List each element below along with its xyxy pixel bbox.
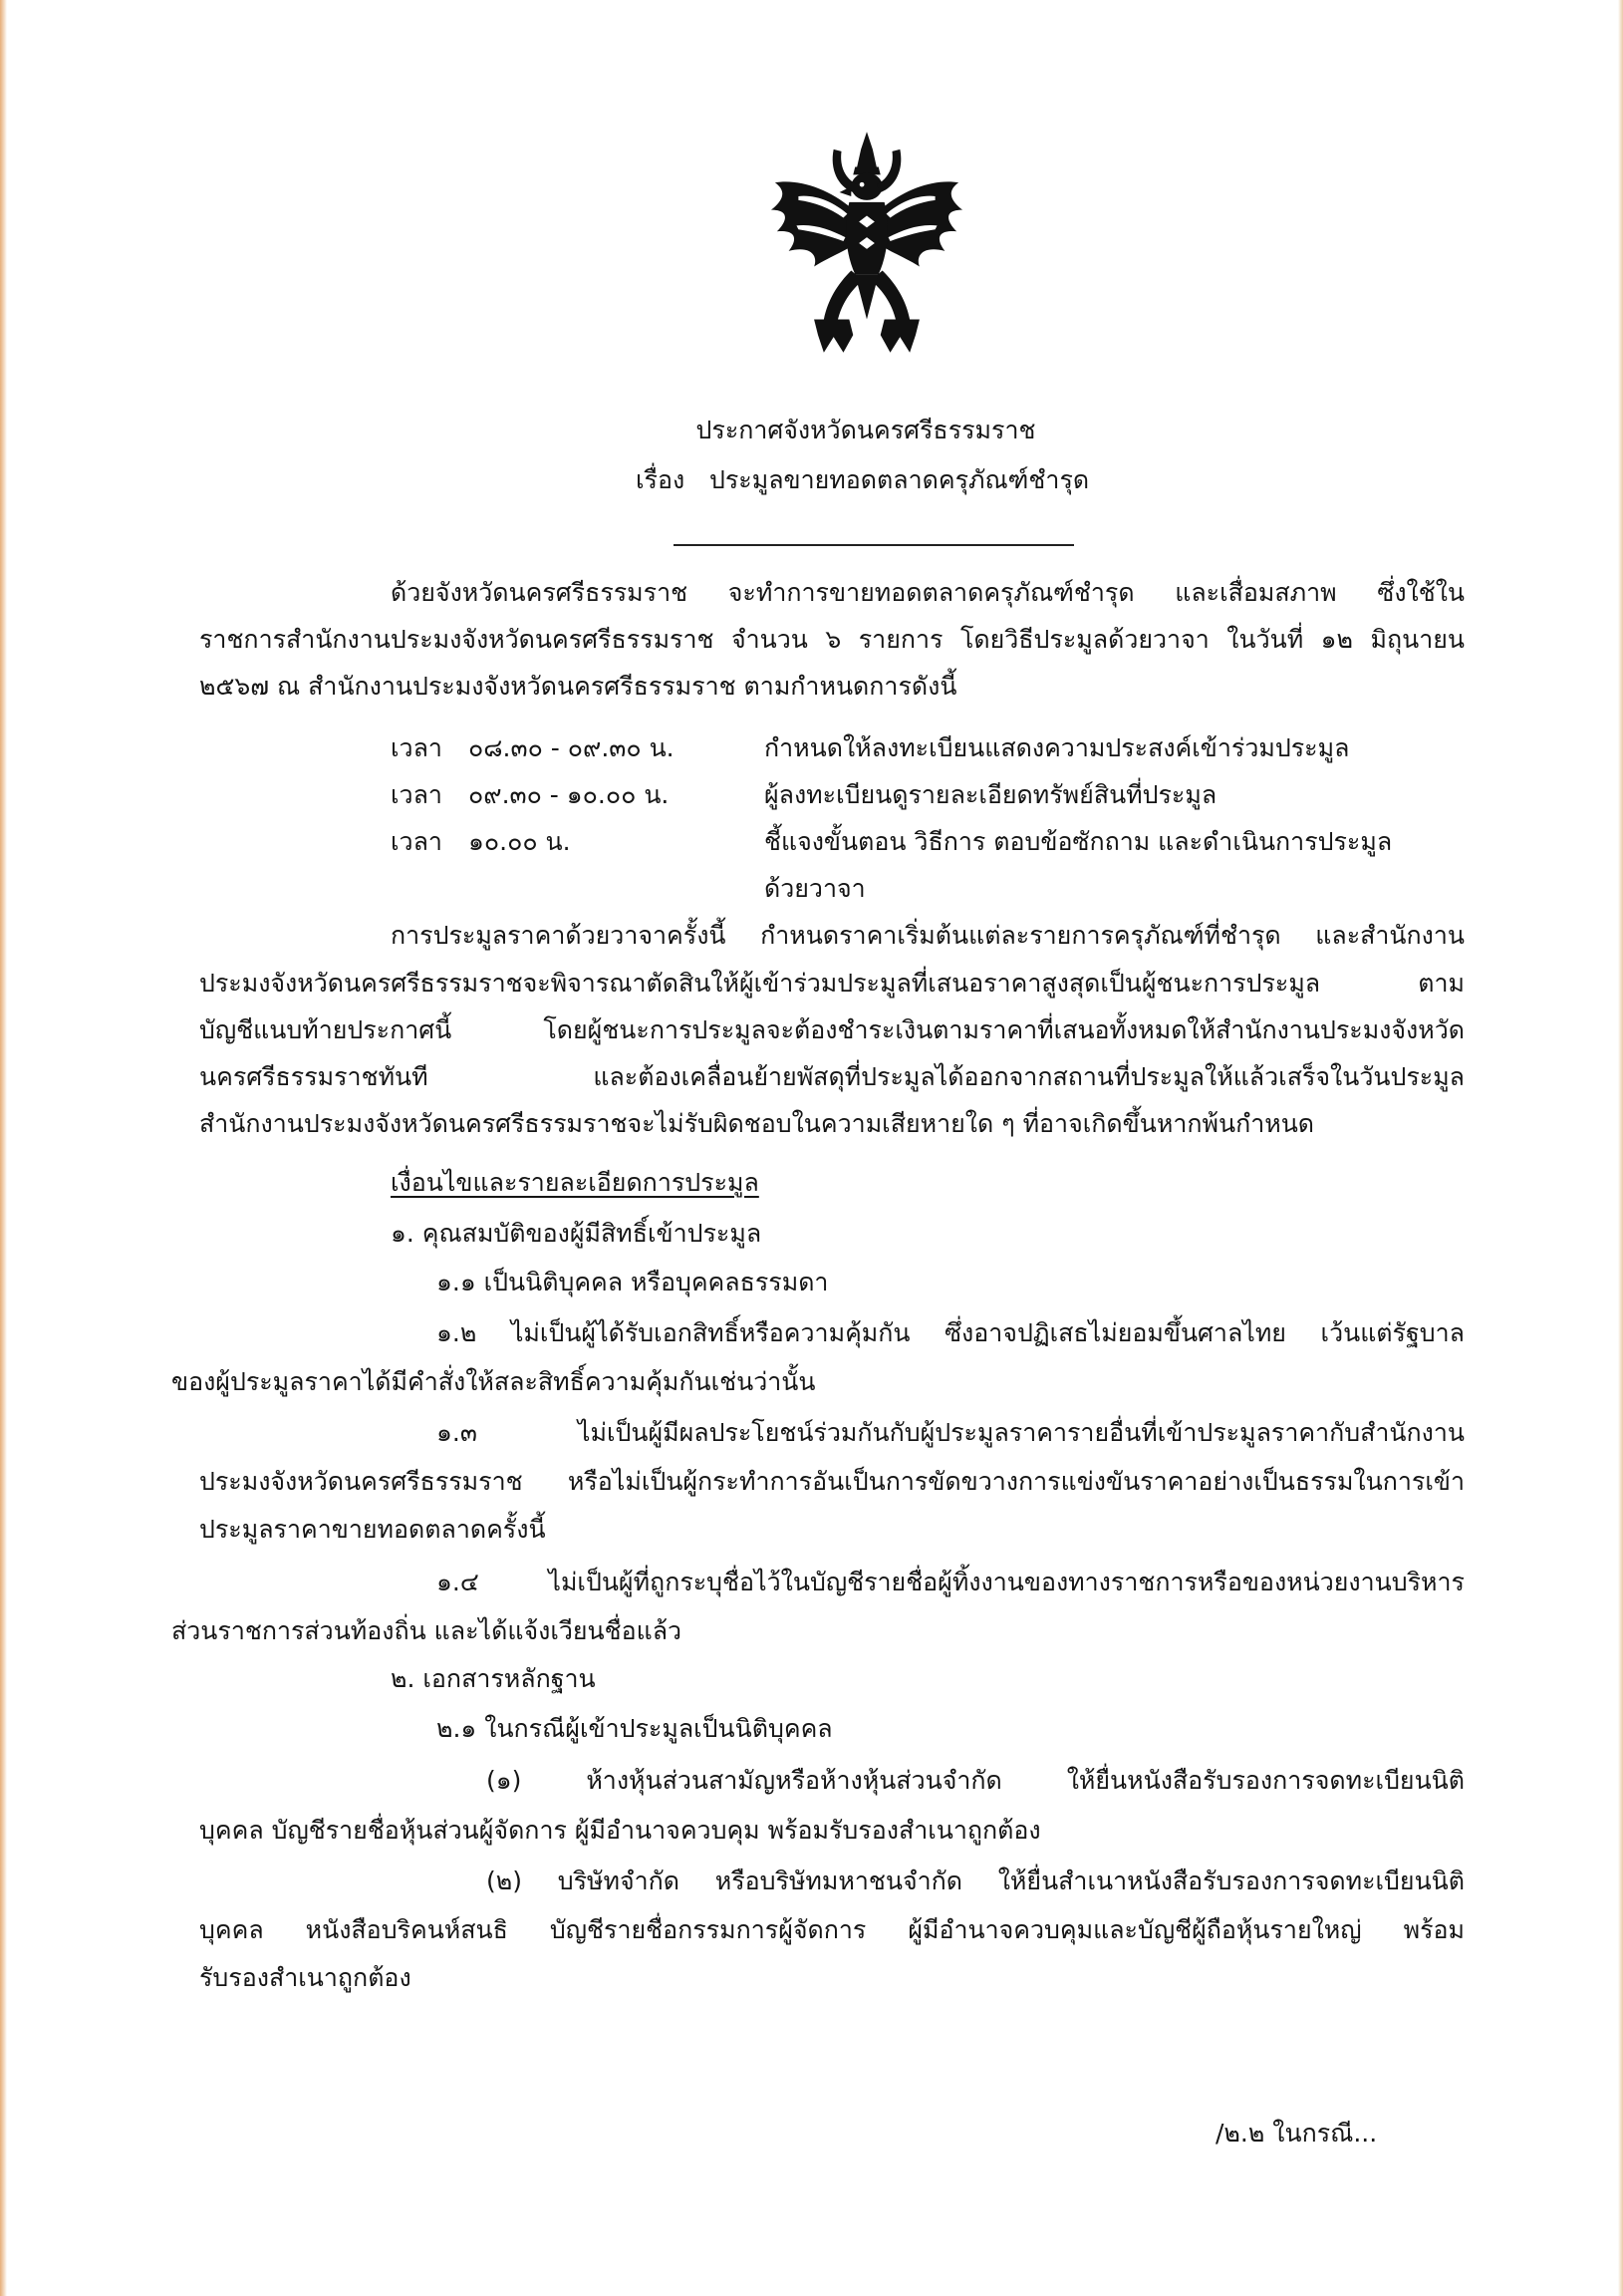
section1-item-4: ๑.๔ ไม่เป็นผู้ที่ถูกระบุชื่อไว้ในบัญชีรายชื่อผู้ทิ้งงานของทางราชการหรือของหน่วยงานบริหาร (436, 1568, 1465, 1596)
schedule-time-2: ๐๙.๓๐ - ๑๐.๐๐ น. (468, 780, 670, 809)
garuda-emblem-icon (769, 128, 964, 359)
section2-sub-2-cont-2: รับรองสำเนาถูกต้อง (199, 1963, 411, 1992)
schedule-time-1: ๐๘.๓๐ - ๐๙.๓๐ น. (468, 733, 675, 762)
continue-marker: /๒.๒ ในกรณี... (1216, 2119, 1378, 2148)
conditions-heading: เงื่อนไขและรายละเอียดการประมูล (391, 1168, 759, 1197)
section2-item-1: ๒.๑ ในกรณีผู้เข้าประมูลเป็นนิติบุคคล (436, 1714, 833, 1743)
announcement-title: ประกาศจังหวัดนครศรีธรรมราช (695, 416, 1036, 444)
section1-item-2-cont: ของผู้ประมูลราคาได้มีคำสั่งให้สละสิทธิ์ความคุ้มกันเช่นว่านั้น (171, 1367, 816, 1396)
schedule-time-3: ๑๐.๐๐ น. (468, 827, 571, 856)
section2-sub-1: (๑) ห้างหุ้นส่วนสามัญหรือห้างหุ้นส่วนจำกัด ให้ยื่นหนังสือรับรองการจดทะเบียนนิติ (486, 1766, 1465, 1795)
schedule-label-2: เวลา (391, 780, 442, 809)
intro-line-2: ราชการสำนักงานประมงจังหวัดนครศรีธรรมราช จำนวน ๖ รายการ โดยวิธีประมูลด้วยวาจา ในวันที่ ๑๒ มิถุนายน (199, 625, 1465, 654)
section1-item-4-cont: ส่วนราชการส่วนท้องถิ่น และได้แจ้งเวียนชื่อแล้ว (171, 1616, 682, 1645)
intro-line-3: ๒๕๖๗ ณ สำนักงานประมงจังหวัดนครศรีธรรมราช ตามกำหนดการดังนี้ (199, 672, 957, 701)
para2-line-5: สำนักงานประมงจังหวัดนครศรีธรรมราชจะไม่รับผิดชอบในความเสียหายใด ๆ ที่อาจเกิดขึ้นหากพ้นกำหนด (199, 1109, 1315, 1138)
section2-sub-2-cont-1: บุคคล หนังสือบริคนห์สนธิ บัญชีรายชื่อกรรมการผู้จัดการ ผู้มีอำนาจควบคุมและบัญชีผู้ถือหุ้นรายใหญ่ พร้อม (199, 1915, 1465, 1944)
para2-line-4: นครศรีธรรมราชทันที และต้องเคลื่อนย้ายพัสดุที่ประมูลได้ออกจากสถานที่ประมูลให้แล้วเสร็จในวันประมูล (199, 1062, 1465, 1091)
intro-line-1: ด้วยจังหวัดนครศรีธรรมราช จะทำการขายทอดตลาดครุภัณฑ์ชำรุด และเสื่อมสภาพ ซึ่งใช้ใน (391, 578, 1465, 607)
section2-heading: ๒. เอกสารหลักฐาน (391, 1664, 596, 1693)
section2-sub-1-cont: บุคคล บัญชีรายชื่อหุ้นส่วนผู้จัดการ ผู้มีอำนาจควบคุม พร้อมรับรองสำเนาถูกต้อง (199, 1816, 1041, 1845)
schedule-desc-3-cont: ด้วยวาจา (764, 874, 866, 903)
schedule-label-3: เวลา (391, 827, 442, 856)
section2-sub-2: (๒) บริษัทจำกัด หรือบริษัทมหาชนจำกัด ให้ยื่นสำเนาหนังสือรับรองการจดทะเบียนนิติ (486, 1866, 1465, 1895)
section1-item-3-cont-1: ประมงจังหวัดนครศรีธรรมราช หรือไม่เป็นผู้กระทำการอันเป็นการขัดขวางการแข่งขันราคาอย่างเป็นธรรมในการเข้า (199, 1467, 1465, 1496)
para2-line-2: ประมงจังหวัดนครศรีธรรมราชจะพิจารณาตัดสินให้ผู้เข้าร่วมประมูลที่เสนอราคาสูงสุดเป็นผู้ชนะการประมูล ตาม (199, 969, 1465, 998)
title-divider (674, 544, 1074, 546)
schedule-desc-3: ชี้แจงขั้นตอน วิธีการ ตอบข้อซักถาม และดำเนินการประมูล (764, 827, 1393, 856)
schedule-desc-1: กำหนดให้ลงทะเบียนแสดงความประสงค์เข้าร่วมประมูล (764, 733, 1350, 762)
section1-item-3-cont-2: ประมูลราคาขายทอดตลาดครั้งนี้ (199, 1515, 546, 1544)
subject-text: ประมูลขายทอดตลาดครุภัณฑ์ชำรุด (709, 465, 1090, 494)
subject-label: เรื่อง (636, 465, 685, 494)
section1-item-2: ๑.๒ ไม่เป็นผู้ได้รับเอกสิทธิ์หรือความคุ้มกัน ซึ่งอาจปฏิเสธไม่ยอมขึ้นศาลไทย เว้นแต่รัฐบาล (436, 1318, 1465, 1347)
section1-item-3: ๑.๓ ไม่เป็นผู้มีผลประโยชน์ร่วมกันกับผู้ประมูลราคารายอื่นที่เข้าประมูลราคากับสำนักงาน (436, 1418, 1465, 1447)
section1-item-1: ๑.๑ เป็นนิติบุคคล หรือบุคคลธรรมดา (436, 1268, 829, 1296)
schedule-desc-2: ผู้ลงทะเบียนดูรายละเอียดทรัพย์สินที่ประมูล (764, 780, 1217, 809)
para2-line-1: การประมูลราคาด้วยวาจาครั้งนี้ กำหนดราคาเริ่มต้นแต่ละรายการครุภัณฑ์ที่ชำรุด และสำนักงาน (391, 921, 1465, 950)
scan-edge-right (1618, 0, 1623, 2296)
schedule-label-1: เวลา (391, 733, 442, 762)
scan-edge-left (0, 0, 7, 2296)
section1-heading: ๑. คุณสมบัติของผู้มีสิทธิ์เข้าประมูล (391, 1219, 762, 1248)
para2-line-3: บัญชีแนบท้ายประกาศนี้ โดยผู้ชนะการประมูลจะต้องชำระเงินตามราคาที่เสนอทั้งหมดให้สำนักงานประมงจังหวัด (199, 1015, 1465, 1044)
